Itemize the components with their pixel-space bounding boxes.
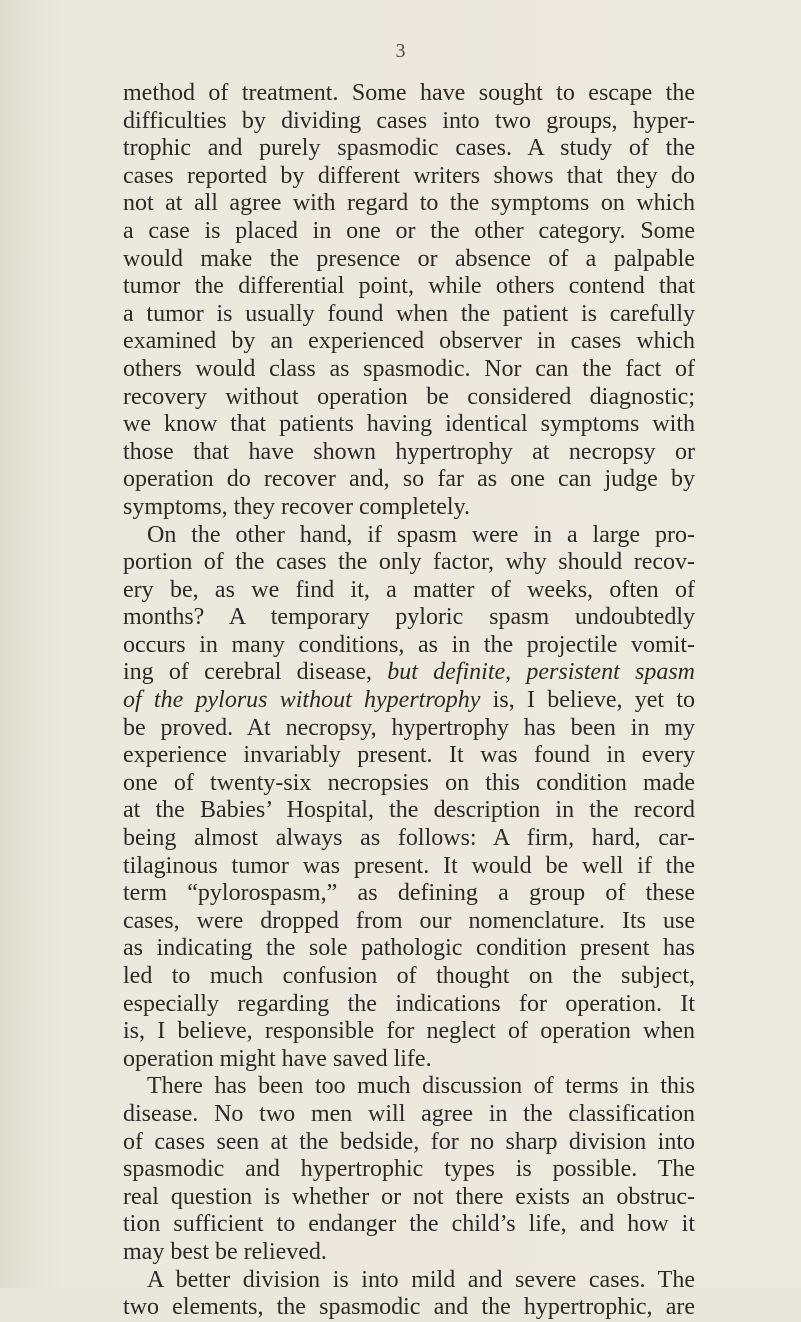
paragraph-1: [123, 80, 695, 522]
text-line: cases reported by different writers shows that they do: [123, 162, 695, 189]
text-line: may best be relieved.: [123, 1238, 327, 1265]
text-line: is, I believe, responsible for neglect of operation when: [123, 1018, 695, 1045]
text-line: be proved. At necropsy, hypertrophy has been in my: [123, 714, 695, 741]
text-line: not at all agree with regard to the symptoms on which: [123, 190, 695, 217]
text-line: term “pylorospasm,” as defining a group of these: [123, 880, 695, 907]
text-line-with-italic: [123, 687, 695, 715]
text-line: one of twenty-six necropsies on this condition made: [123, 769, 695, 796]
text-line: On the other hand, if spasm were in a large pro-: [147, 521, 695, 548]
italic-emphasis: but definite, persistent spasm: [387, 659, 695, 686]
text-line: at the Babies’ Hospital, the description in the record: [123, 797, 695, 824]
text-line: would make the presence or absence of a palpable: [123, 245, 695, 272]
text-segment: ing of cerebral disease,: [123, 659, 388, 686]
paragraph-3: [123, 1073, 695, 1266]
text-line: led to much confusion of thought on the subject,: [123, 963, 695, 989]
text-line-with-italic: [123, 659, 695, 687]
text-line: being almost always as follows: A firm, hard, car-: [123, 825, 695, 852]
text-line: tion sufficient to endanger the child’s life, and how it: [123, 1211, 695, 1238]
paragraph-4: [123, 1267, 695, 1322]
text-line: of cases seen at the bedside, for no sharp division into: [123, 1128, 695, 1155]
italic-emphasis: of the pylorus without hypertrophy: [123, 687, 481, 714]
paragraph-2: [123, 522, 695, 1074]
text-line: months? A temporary pyloric spasm undoubtedly: [123, 604, 695, 631]
text-line: as indicating the sole pathologic condition present has: [123, 935, 695, 962]
text-line: portion of the cases the only factor, why should recov-: [123, 549, 695, 576]
text-line: occurs in many conditions, as in the projectile vomit-: [123, 631, 695, 658]
body-text: [123, 80, 695, 1322]
text-line: spasmodic and hypertrophic types is possible. The: [123, 1156, 695, 1183]
text-line: tilaginous tumor was present. It would be well if the: [123, 852, 695, 879]
text-line: A better division is into mild and severe cases. The: [147, 1266, 695, 1293]
text-line: two elements, the spasmodic and the hypertrophic, are: [123, 1294, 695, 1321]
text-line: cases, were dropped from our nomenclature. Its use: [123, 907, 695, 934]
text-line: operation do recover and, so far as one can judge by: [123, 466, 695, 493]
text-line: There has been too much discussion of terms in this: [147, 1073, 695, 1100]
text-line: experience invariably present. It was found in every: [123, 742, 695, 769]
text-line: recovery without operation be considered diagnostic;: [123, 383, 695, 410]
text-line: difficulties by dividing cases into two groups, hyper-: [123, 107, 695, 134]
text-line: others would class as spasmodic. Nor can the fact of: [123, 355, 695, 382]
text-line: trophic and purely spasmodic cases. A study of the: [123, 135, 695, 162]
text-segment: is, I believe, yet to: [480, 687, 695, 714]
text-line: real question is whether or not there exists an obstruc-: [123, 1183, 695, 1210]
page-number: 3: [395, 40, 406, 62]
text-line: tumor the differential point, while others contend that: [123, 273, 695, 300]
text-line: method of treatment. Some have sought to escape the: [123, 80, 695, 106]
text-line: operation might have saved life.: [123, 1045, 432, 1072]
text-line: those that have shown hypertrophy at necropsy or: [123, 438, 695, 465]
text-line: especially regarding the indications for operation. It: [123, 990, 695, 1017]
text-line: we know that patients having identical symptoms with: [123, 411, 695, 438]
text-line: disease. No two men will agree in the classification: [123, 1100, 695, 1127]
text-line: a tumor is usually found when the patient is carefully: [123, 300, 695, 327]
text-line: ery be, as we find it, a matter of weeks, often of: [123, 576, 695, 603]
text-line: a case is placed in one or the other category. Some: [123, 217, 695, 244]
text-line: symptoms, they recover completely.: [123, 493, 471, 520]
text-line: examined by an experienced observer in cases which: [123, 328, 695, 355]
